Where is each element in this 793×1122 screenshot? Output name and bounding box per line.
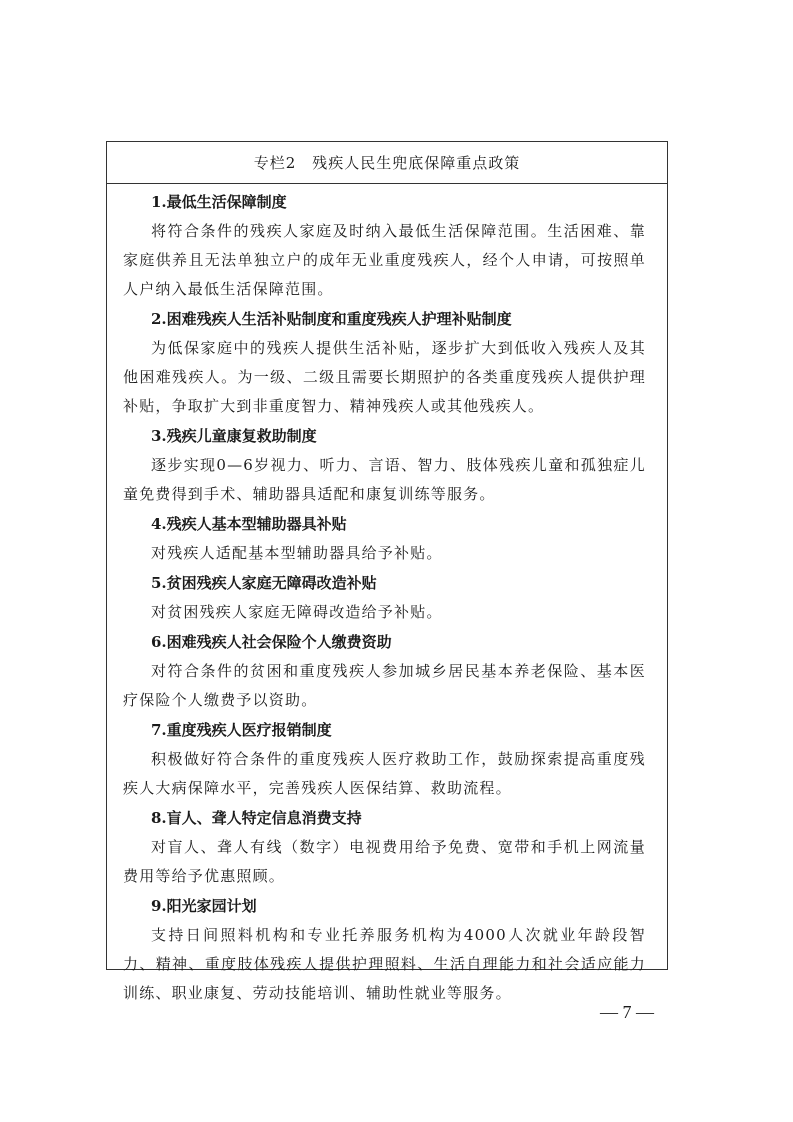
policy-item-text: 对贫困残疾人家庭无障碍改造给予补贴。 — [151, 603, 443, 621]
policy-item-text: 对盲人、聋人有线（数字）电视费用给予免费、宽带和手机上网流量费用等给予优惠照顾。 — [123, 838, 646, 885]
policy-item — [123, 715, 646, 803]
policy-item — [123, 891, 646, 1008]
policy-item-title: 9.阳光家园计划 — [151, 897, 257, 915]
policy-item-text: 逐步实现0—6岁视力、听力、言语、智力、肢体残疾儿童和孤独症儿童免费得到手术、辅助器具适配和康复训练等服务。 — [123, 456, 646, 503]
box-header — [107, 142, 667, 184]
box-label: 专栏2 — [253, 154, 297, 172]
policy-item — [123, 568, 646, 627]
policy-item — [123, 509, 646, 568]
policy-item-title: 5.贫困残疾人家庭无障碍改造补贴 — [151, 574, 377, 592]
policy-item — [123, 187, 646, 304]
policy-item-title: 8.盲人、聋人特定信息消费支持 — [151, 809, 362, 827]
policy-item-title: 1.最低生活保障制度 — [151, 193, 287, 211]
policy-item — [123, 304, 646, 421]
policy-item-text: 为低保家庭中的残疾人提供生活补贴，逐步扩大到低收入残疾人及其他困难残疾人。为一级、二级且需要长期照护的各类重度残疾人提供护理补贴，争取扩大到非重度智力、精神残疾人或其他残疾人。 — [123, 339, 646, 415]
policy-item-title: 3.残疾儿童康复救助制度 — [151, 427, 317, 445]
policy-item — [123, 421, 646, 509]
policy-item-text: 对符合条件的贫困和重度残疾人参加城乡居民基本养老保险、基本医疗保险个人缴费予以资助。 — [123, 662, 646, 709]
policy-item-text: 支持日间照料机构和专业托养服务机构为4000人次就业年龄段智力、精神、重度肢体残疾人提供护理照料、生活自理能力和社会适应能力训练、职业康复、劳动技能培训、辅助性就业等服务。 — [123, 926, 646, 1002]
policy-item-text: 积极做好符合条件的重度残疾人医疗救助工作，鼓励探索提高重度残疾人大病保障水平，完善残疾人医保结算、救助流程。 — [123, 750, 646, 797]
policy-item-title: 7.重度残疾人医疗报销制度 — [151, 721, 332, 739]
policy-item — [123, 803, 646, 891]
box-title: 残疾人民生兜底保障重点政策 — [312, 154, 521, 172]
box-body — [107, 184, 667, 1008]
policy-item-text: 将符合条件的残疾人家庭及时纳入最低生活保障范围。生活困难、靠家庭供养且无法单独立户的成年无业重度残疾人，经个人申请，可按照单人户纳入最低生活保障范围。 — [123, 222, 646, 298]
policy-item-text: 对残疾人适配基本型辅助器具给予补贴。 — [151, 544, 443, 562]
policy-box — [106, 141, 668, 1002]
policy-item — [123, 627, 646, 715]
policy-item-title: 6.困难残疾人社会保险个人缴费资助 — [151, 633, 392, 651]
page-number: — 7 — — [600, 1002, 654, 1022]
policy-item-title: 4.残疾人基本型辅助器具补贴 — [151, 515, 347, 533]
policy-item-title: 2.困难残疾人生活补贴制度和重度残疾人护理补贴制度 — [151, 310, 512, 328]
